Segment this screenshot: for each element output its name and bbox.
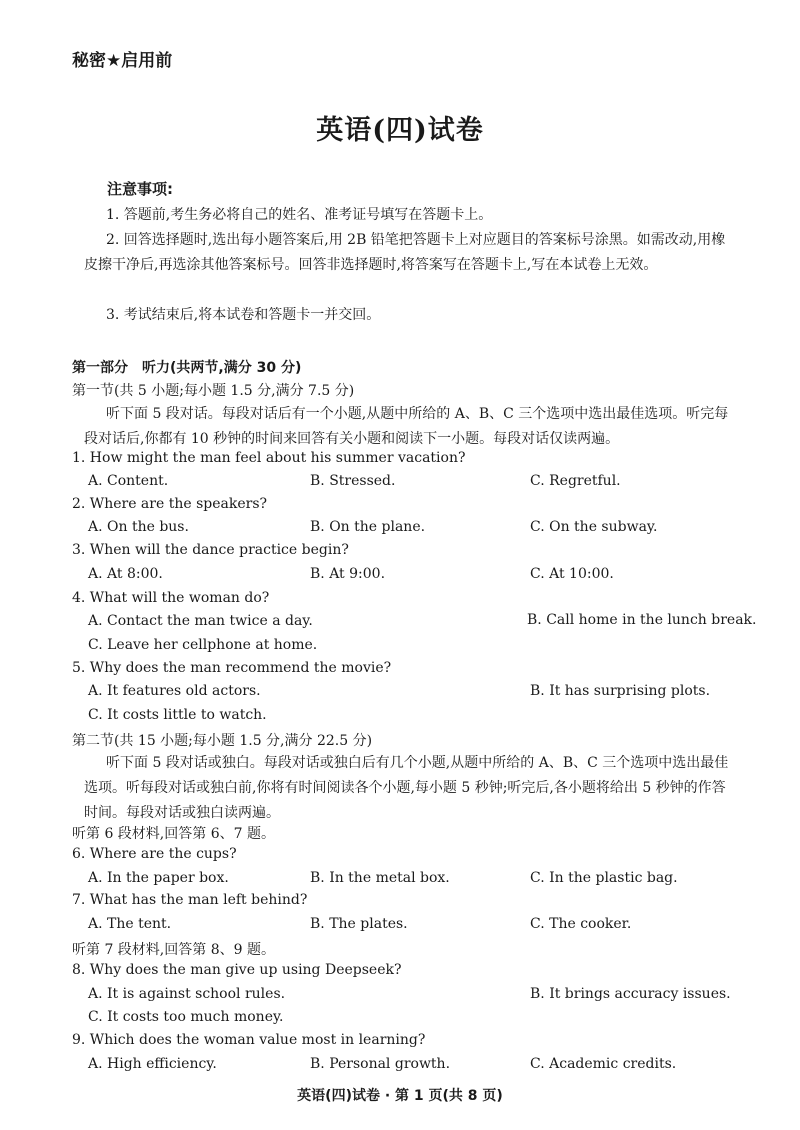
question-1-option-a[interactable]: A. Content. [88, 473, 169, 489]
notice-item-3: 3. 考试结束后,将本试卷和答题卡一并交回。 [106, 307, 381, 323]
question-8-option-a[interactable]: A. It is against school rules. [88, 986, 286, 1002]
question-4-option-a[interactable]: A. Contact the man twice a day. [88, 613, 313, 629]
question-7-option-b[interactable]: B. The plates. [310, 916, 408, 932]
section2-instruction: 听下面 5 段对话或独白。每段对话或独白后有几个小题,从题中所给的 A、B、C 三个选项中选出最佳选项。听每段对话或独白前,你将有时间阅读各个小题,每小题 5 秒钟;听完后,各小题将给出 5 秒钟的作答时间。每段对话或独白读两遍。 [84, 755, 729, 821]
question-6-option-b[interactable]: B. In the metal box. [310, 870, 450, 886]
question-9-option-a[interactable]: A. High efficiency. [88, 1056, 217, 1072]
question-1-stem: 1. How might the man feel about his summer vacation? [72, 450, 466, 466]
notice-heading: 注意事项: [107, 180, 173, 198]
question-9-option-b[interactable]: B. Personal growth. [310, 1056, 451, 1072]
question-5-option-a[interactable]: A. It features old actors. [88, 683, 261, 699]
question-5-stem: 5. Why does the man recommend the movie? [72, 660, 392, 676]
question-2-option-a[interactable]: A. On the bus. [88, 519, 189, 535]
section1-instruction: 听下面 5 段对话。每段对话后有一个小题,从题中所给的 A、B、C 三个选项中选出最佳选项。听完每段对话后,你都有 10 秒钟的时间来回答有关小题和阅读下一小题。每段对话仅读两遍。 [84, 406, 729, 447]
question-6-option-c[interactable]: C. In the plastic bag. [530, 870, 678, 886]
question-2-option-b[interactable]: B. On the plane. [310, 519, 426, 535]
part1-heading: 第一部分 听力(共两节,满分 30 分) [72, 360, 302, 376]
question-3-option-b[interactable]: B. At 9:00. [310, 566, 386, 582]
question-7-stem: 7. What has the man left behind? [72, 892, 308, 908]
notice-item-2: 2. 回答选择题时,选出每小题答案后,用 2B 铅笔把答题卡上对应题目的答案标号涂黑。如需改动,用橡皮擦干净后,再选涂其他答案标号。回答非选择题时,将答案写在答题卡上,写在本试卷上无效。 [84, 232, 726, 273]
page-footer: 英语(四)试卷 · 第 1 页(共 8 页) [297, 1088, 503, 1104]
question-7-option-c[interactable]: C. The cooker. [530, 916, 632, 932]
question-4-option-b[interactable]: B. Call home in the lunch break. [527, 612, 757, 628]
question-1-option-c[interactable]: C. Regretful. [530, 473, 621, 489]
question-7-option-a[interactable]: A. The tent. [88, 916, 172, 932]
question-8-option-b[interactable]: B. It brings accuracy issues. [530, 986, 731, 1002]
question-6-option-a[interactable]: A. In the paper box. [88, 870, 229, 886]
confidential-label: 秘密★启用前 [72, 51, 173, 71]
question-9-option-c[interactable]: C. Academic credits. [530, 1056, 677, 1072]
material-6-note: 听第 6 段材料,回答第 6、7 题。 [72, 826, 275, 842]
question-3-option-a[interactable]: A. At 8:00. [88, 566, 163, 582]
question-2-option-c[interactable]: C. On the subway. [530, 519, 658, 535]
question-3-stem: 3. When will the dance practice begin? [72, 542, 349, 558]
question-4-option-c[interactable]: C. Leave her cellphone at home. [88, 637, 318, 653]
question-8-stem: 8. Why does the man give up using Deepseek? [72, 962, 402, 978]
question-6-stem: 6. Where are the cups? [72, 846, 237, 862]
material-7-note: 听第 7 段材料,回答第 8、9 题。 [72, 942, 275, 958]
page-title: 英语(四)试卷 [316, 115, 484, 146]
question-9-stem: 9. Which does the woman value most in learning? [72, 1032, 426, 1048]
section1-heading: 第一节(共 5 小题;每小题 1.5 分,满分 7.5 分) [72, 383, 355, 399]
question-4-stem: 4. What will the woman do? [72, 590, 270, 606]
question-1-option-b[interactable]: B. Stressed. [310, 473, 396, 489]
question-2-stem: 2. Where are the speakers? [72, 496, 268, 512]
notice-item-1: 1. 答题前,考生务必将自己的姓名、准考证号填写在答题卡上。 [106, 207, 493, 223]
question-5-option-c[interactable]: C. It costs little to watch. [88, 707, 267, 723]
section2-heading: 第二节(共 15 小题;每小题 1.5 分,满分 22.5 分) [72, 733, 373, 749]
question-3-option-c[interactable]: C. At 10:00. [530, 566, 614, 582]
question-8-option-c[interactable]: C. It costs too much money. [88, 1009, 284, 1025]
question-5-option-b[interactable]: B. It has surprising plots. [530, 683, 711, 699]
